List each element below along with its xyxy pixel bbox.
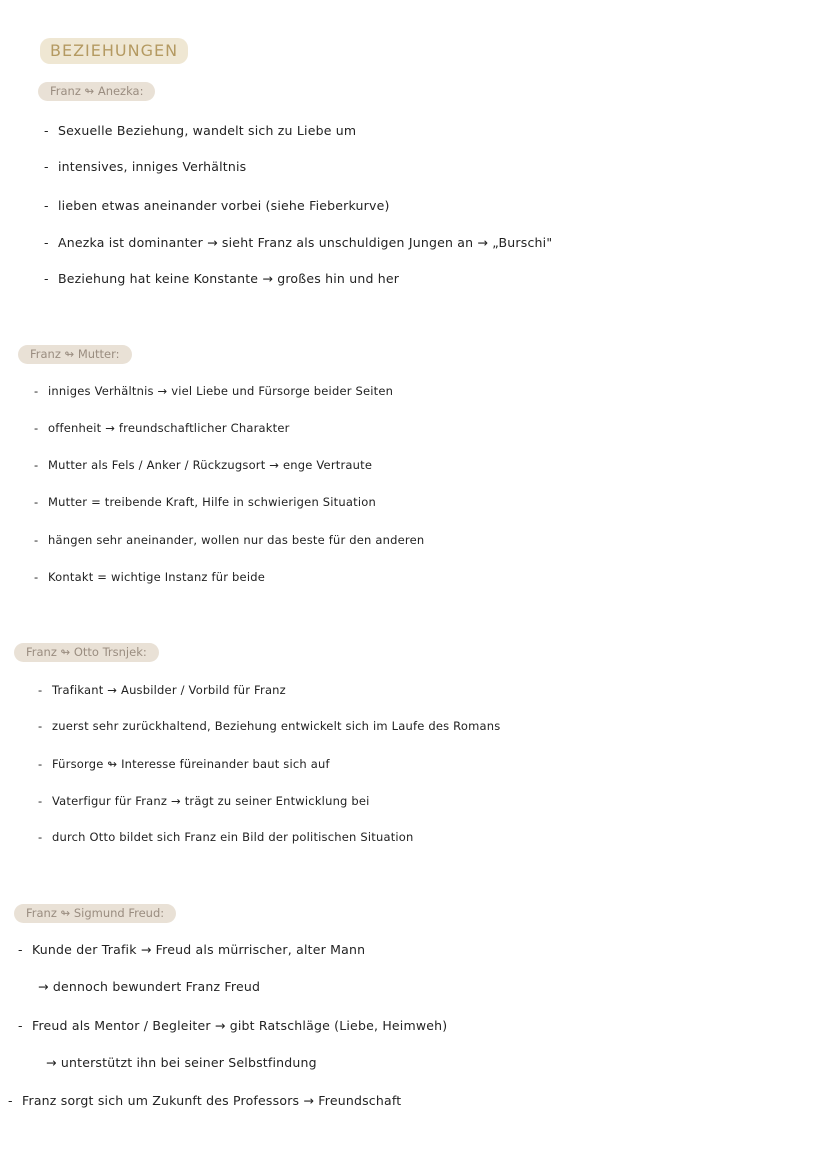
list-item (34, 570, 265, 584)
list-item (44, 123, 356, 138)
dash-marker: - (38, 683, 43, 697)
list-item (44, 271, 399, 286)
list-item-text: inniges Verhältnis → viel Liebe und Fürsorge beider Seiten (48, 384, 394, 398)
dash-marker: - (34, 421, 39, 435)
list-item (8, 1093, 401, 1108)
list-item (18, 1018, 447, 1033)
dash-marker: - (34, 533, 39, 547)
dash-marker: - (34, 495, 39, 509)
list-item-text: Sexuelle Beziehung, wandelt sich zu Liebe um (58, 123, 357, 138)
list-item (38, 683, 286, 697)
dash-marker: - (44, 123, 49, 138)
section-heading-anezka: Franz ↬ Anezka: (38, 82, 155, 101)
list-item (38, 757, 330, 771)
dash-marker: - (18, 1018, 23, 1033)
dash-marker: - (34, 458, 39, 472)
dash-marker: - (38, 830, 43, 844)
list-item (34, 533, 424, 547)
list-item-text: offenheit → freundschaftlicher Charakter (48, 421, 290, 435)
section-heading-otto: Franz ↬ Otto Trsnjek: (14, 643, 159, 662)
list-item-text: → unterstützt ihn bei seiner Selbstfindung (46, 1055, 317, 1070)
dash-marker: - (8, 1093, 13, 1108)
list-item-text: hängen sehr aneinander, wollen nur das beste für den anderen (48, 533, 425, 547)
dash-marker: - (38, 757, 43, 771)
list-item-text: Kunde der Trafik → Freud als mürrischer, alter Mann (32, 942, 366, 957)
dash-marker: - (44, 271, 49, 286)
list-item-text: Beziehung hat keine Konstante → großes hin und her (58, 271, 400, 286)
list-item-text: Mutter = treibende Kraft, Hilfe in schwierigen Situation (48, 495, 376, 509)
dash-marker: - (34, 570, 39, 584)
list-item-text: → dennoch bewundert Franz Freud (38, 979, 261, 994)
list-item-text: durch Otto bildet sich Franz ein Bild der politischen Situation (52, 830, 414, 844)
dash-marker: - (44, 235, 49, 250)
dash-marker: - (38, 794, 43, 808)
dash-marker: - (18, 942, 23, 957)
list-item (34, 495, 376, 509)
list-item (44, 235, 552, 250)
list-item-text: Vaterfigur für Franz → trägt zu seiner Entwicklung bei (52, 794, 370, 808)
list-item (44, 198, 390, 213)
list-item (44, 159, 246, 174)
list-item-text: Trafikant → Ausbilder / Vorbild für Franz (52, 683, 286, 697)
dash-marker: - (34, 384, 39, 398)
section-heading-freud: Franz ↬ Sigmund Freud: (14, 904, 176, 923)
dash-marker: - (44, 198, 49, 213)
page-title: BEZIEHUNGEN (40, 38, 188, 64)
list-item (34, 384, 393, 398)
list-item-sub (46, 1055, 317, 1070)
dash-marker: - (44, 159, 49, 174)
list-item (34, 421, 290, 435)
list-item (38, 830, 414, 844)
list-item-text: Franz sorgt sich um Zukunft des Professors → Freundschaft (22, 1093, 402, 1108)
list-item-text: Fürsorge ↬ Interesse füreinander baut sich auf (52, 757, 330, 771)
list-item-text: Mutter als Fels / Anker / Rückzugsort → enge Vertraute (48, 458, 373, 472)
list-item-text: Kontakt = wichtige Instanz für beide (48, 570, 265, 584)
dash-marker: - (38, 719, 43, 733)
list-item (34, 458, 372, 472)
list-item-text: Anezka ist dominanter → sieht Franz als unschuldigen Jungen an → „Burschi" (58, 235, 553, 250)
list-item-text: lieben etwas aneinander vorbei (siehe Fieberkurve) (58, 198, 390, 213)
list-item (38, 719, 500, 733)
list-item-text: Freud als Mentor / Begleiter → gibt Ratschläge (Liebe, Heimweh) (32, 1018, 448, 1033)
list-item (38, 794, 370, 808)
list-item-text: zuerst sehr zurückhaltend, Beziehung entwickelt sich im Laufe des Romans (52, 719, 501, 733)
list-item-text: intensives, inniges Verhältnis (58, 159, 247, 174)
list-item-sub (38, 979, 260, 994)
list-item (18, 942, 365, 957)
section-heading-mutter: Franz ↬ Mutter: (18, 345, 132, 364)
